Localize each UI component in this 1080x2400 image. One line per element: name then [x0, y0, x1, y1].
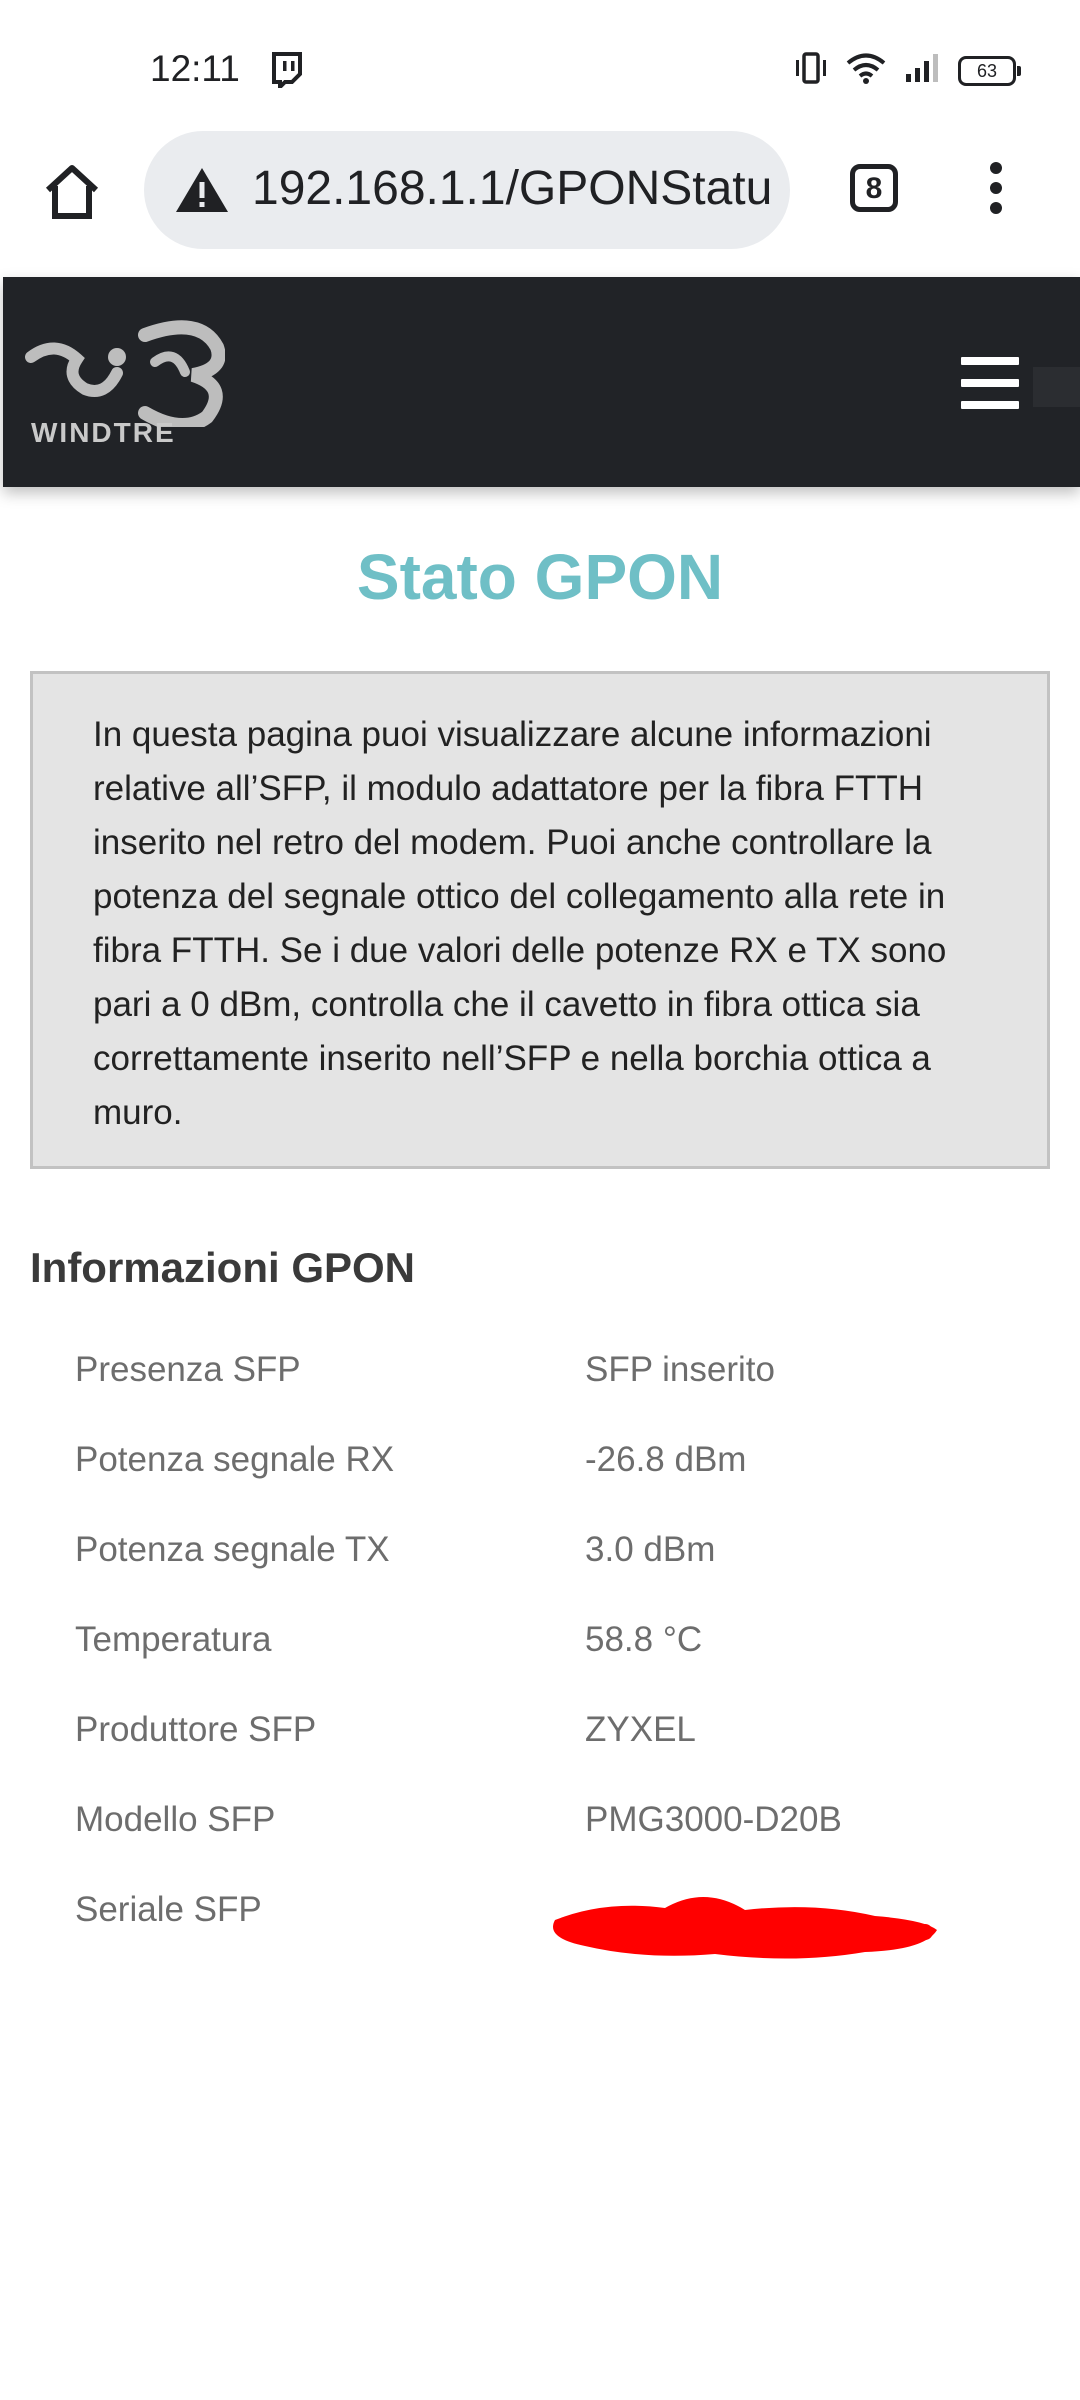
table-row [75, 1700, 1035, 1790]
url-text[interactable]: 192.168.1.1/GPONStatu [252, 162, 773, 215]
hamburger-shadow [1033, 367, 1080, 407]
row-label: Modello SFP [75, 1800, 276, 1839]
signal-icon [904, 52, 940, 89]
info-box [30, 671, 1050, 1169]
row-value: 58.8 °C [585, 1620, 703, 1659]
table-row [75, 1610, 1035, 1700]
row-value: PMG3000-D20B [585, 1800, 842, 1839]
row-label: Seriale SFP [75, 1890, 262, 1929]
battery-icon: 63 [958, 56, 1016, 86]
status-bar [0, 0, 1080, 128]
tabs-icon[interactable]: 8 [850, 164, 898, 212]
row-label: Potenza segnale TX [75, 1530, 390, 1569]
site-header [3, 277, 1080, 487]
logo-text: WINDTRE [31, 417, 176, 448]
table-row [75, 1430, 1035, 1520]
row-label: Produttore SFP [75, 1710, 317, 1749]
address-bar[interactable] [144, 131, 790, 249]
status-time: 12:11 [150, 48, 240, 89]
home-icon[interactable] [40, 160, 104, 224]
table-row [75, 1340, 1035, 1430]
row-value: -26.8 dBm [585, 1440, 747, 1479]
section-title: Informazioni GPON [30, 1244, 416, 1291]
wifi-icon [846, 52, 886, 89]
vibrate-icon [794, 52, 828, 89]
page-title: Stato GPON [356, 541, 724, 613]
row-label: Potenza segnale RX [75, 1440, 395, 1479]
info-text: In questa pagina puoi visualizzare alcune informazioni relative all’SFP, il modulo adattatore per la fibra FTTH inserito nel retro del modem. Puoi anche controllare la potenza del segnale ottico del collegamento alla rete in fibra FTTH. Se i due valori delle potenze RX e TX sono pari a 0 dBm, controlla che il cavetto in fibra ottica sia correttamente inserito nell’SFP e nella borchia ottica a muro. [93, 715, 947, 1132]
row-value: 3.0 dBm [585, 1530, 716, 1569]
browser-toolbar [0, 128, 1080, 274]
row-label: Temperatura [75, 1620, 272, 1659]
hamburger-menu-icon[interactable] [961, 357, 1019, 409]
twitch-icon [270, 52, 304, 93]
table-row [75, 1520, 1035, 1610]
serial-redaction-scribble [545, 1880, 945, 1975]
row-value: ZYXEL [585, 1710, 696, 1749]
gpon-info-table [75, 1340, 1035, 1970]
menu-icon[interactable] [978, 162, 1014, 222]
warning-icon[interactable] [174, 166, 230, 219]
row-value: SFP inserito [585, 1350, 775, 1389]
table-row [75, 1790, 1035, 1880]
row-label: Presenza SFP [75, 1350, 301, 1389]
